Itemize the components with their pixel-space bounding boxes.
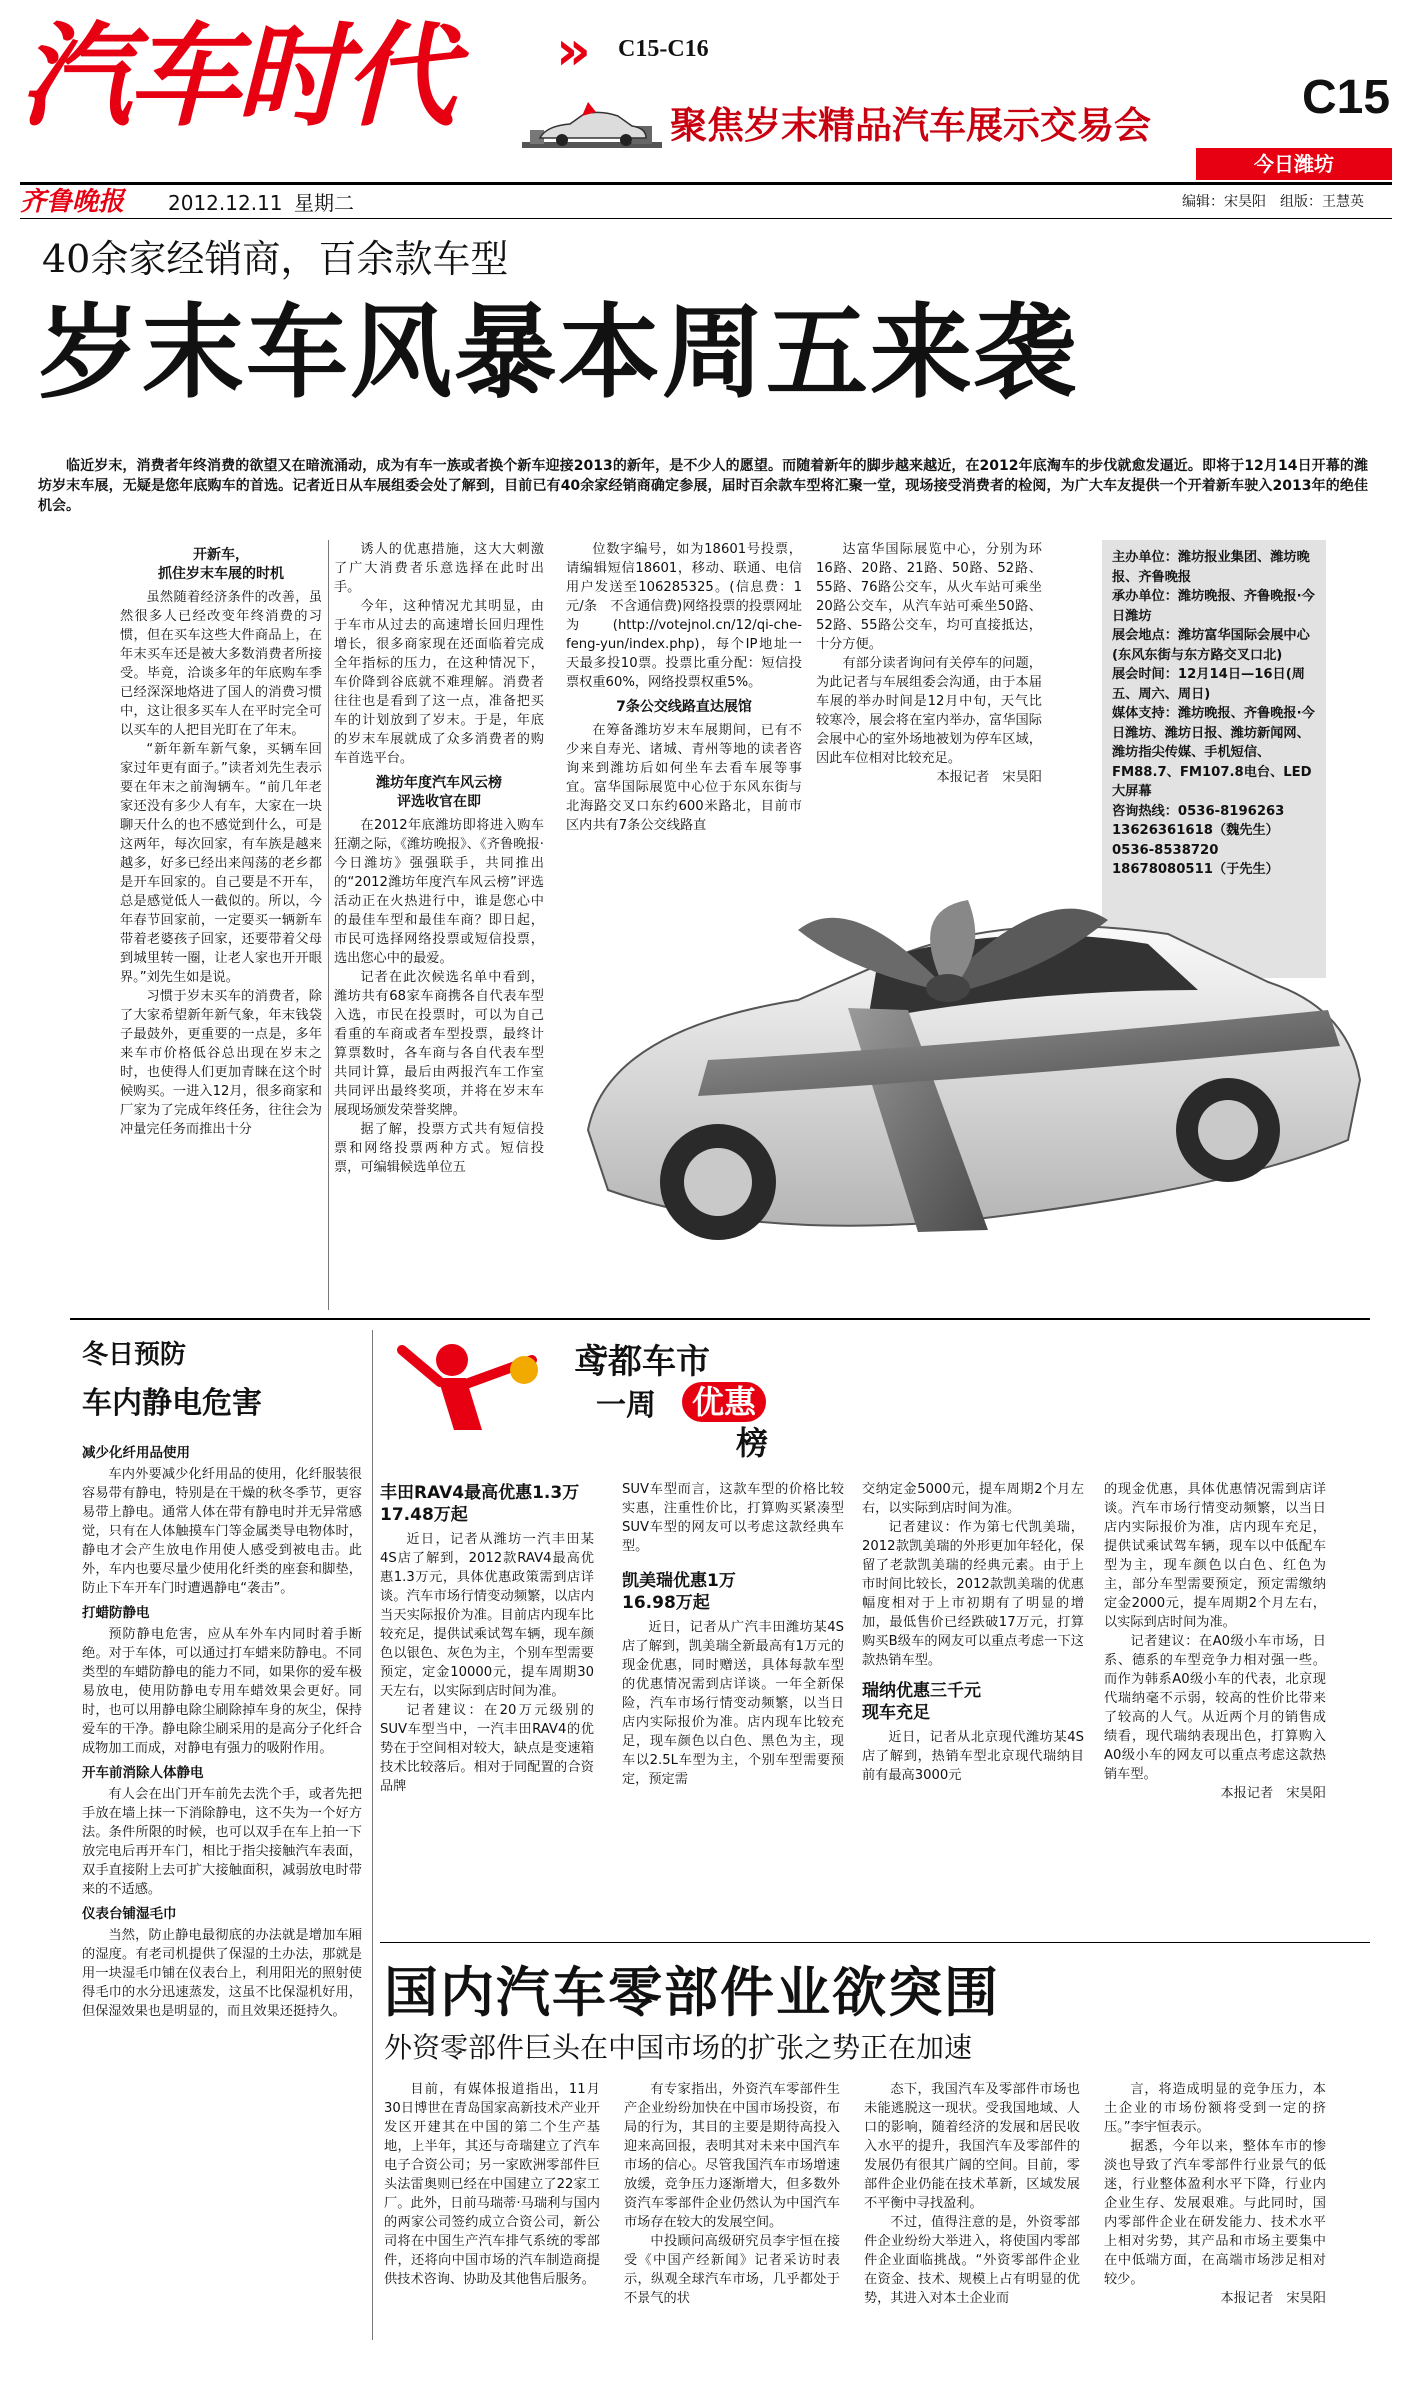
parts-headline: 国内汽车零部件业欲突围	[384, 1961, 1000, 2024]
col2-heading: 潍坊年度汽车风云榜 评选收官在即	[376, 775, 502, 810]
info-line: 0536-8538720 18678080511（于先生）	[1112, 842, 1279, 877]
info-line: 主办单位：潍坊报业集团、潍坊晚报、齐鲁晚报	[1112, 550, 1310, 585]
promo-figure-icon	[392, 1330, 562, 1440]
promo-para: 近日，记者从广汽丰田潍坊某4S店了解到，凯美瑞全新最高有1万元的现金优惠，同时赠送，具体每款车型的优惠情况需到店详谈。一年全新保险，汽车市场行情变动频繁，以当日店内实际报价为准。店内现车比较充足，现车颜色以白色、黑色为主，现车以2.5L车型为主，个别车型需要预定，预定需	[622, 1620, 844, 1787]
parts-para: 据悉，今年以来，整体车市的惨淡也导致了汽车零部件行业景气的低迷，行业整体盈利水平下降，行业内企业生存、发展艰难。与此同时，国内零部件企业在研发能力、技术水平上相对劣势，其产品和市场主要集中在中低端方面，在高端市场涉足相对较少。	[1104, 2139, 1326, 2287]
editors-credit: 编辑：宋昊阳 组版：王慧英	[1182, 194, 1364, 210]
col2-para: 在2012年底潍坊即将进入购车狂潮之际，《潍坊晚报》、《齐鲁晚报·今日潍坊》强强联手，共同推出的“2012潍坊年度汽车风云榜”评选活动正在火热进行中，谁是您心中的最佳车型和最佳车商？即日起，市民可选择网络投票或短信投票，选出您心中的最爱。	[334, 818, 544, 966]
promo-title: 凯美瑞优惠1万 16.98万起	[622, 1571, 736, 1613]
lead-column-2	[334, 540, 544, 1308]
static-body	[82, 1438, 362, 2338]
col1-para: 虽然随着经济条件的改善，虽然很多人已经改变年终消费的习惯，但在买车这些大件商品上，在年末买车还是被大多数消费者所接受。毕竟，洽谈多年的年底购车季已经深深地烙进了国人的消费习惯中，这让很多买车人在平时完全可以买车的人把目光盯在了年末。	[120, 590, 322, 738]
issue-weekday: 星期二	[294, 191, 354, 215]
parts-subhead: 外资零部件巨头在中国市场的扩张之势正在加速	[384, 2031, 973, 2064]
promo-logo-line3: 优惠	[682, 1382, 766, 1422]
info-line: 展会地点：潍坊富华国际会展中心(东风东街与东方路交叉口北)	[1112, 628, 1310, 663]
static-subhead: 开车前消除人体静电	[82, 1765, 204, 1781]
promo-column-3	[862, 1480, 1084, 1932]
lead-column-4	[816, 540, 1042, 870]
col4-para: 有部分读者询问有关停车的问题，为此记者与车展组委会沟通，由于本届车展的举办时间是12月中旬，天气比较寒冷，展会将在室内举办，富华国际会展中心的室外场地被划为停车区域，因此车位相对比较充足。	[816, 656, 1042, 766]
col1-heading: 开新车， 抓住岁末车展的时机	[158, 547, 284, 582]
promo-title: 瑞纳优惠三千元 现车充足	[862, 1681, 981, 1723]
banner-title: 聚焦岁末精品汽车展示交易会	[670, 104, 1151, 147]
promo-para: 近日，记者从北京现代潍坊某4S店了解到，热销车型北京现代瑞纳目前有最高3000元	[862, 1730, 1084, 1783]
parts-signature: 本报记者 宋昊阳	[1220, 2291, 1326, 2306]
info-line: 展会时间：12月14日—16日(周五、周六、周日)	[1112, 667, 1305, 702]
col2-para: 诱人的优惠措施，这大大刺激了广大消费者乐意选择在此时出手。	[334, 542, 544, 595]
parts-column-4	[1104, 2080, 1326, 2370]
parts-para: 目前，有媒体报道指出，11月30日博世在青岛国家高新技术产业开发区开建其在中国的第二个生产基地，上半年，其还与奇瑞建立了汽车电子合资公司；另一家欧洲零部件巨头法雷奥则已经在中国建立了22家工厂。此外，日前马瑞蒂·马瑞利与国内的两家公司签约成立合资公司，新公司将在中国生产汽车排气系统的零部件，还将向中国市场的汽车制造商提供技术咨询、协助及其他售后服务。	[384, 2082, 600, 2287]
dateline-rule	[20, 218, 1392, 219]
lead-headline: 岁末车风暴本周五来袭	[38, 294, 1078, 413]
car-banner-icon	[522, 96, 662, 160]
static-subhead: 打蜡防静电	[82, 1605, 150, 1621]
col2-para: 记者在此次候选名单中看到，潍坊共有68家车商携各自代表车型入选，市民在投票时，可以为自己看重的车商或者车型投票，最终计算票数时，各车商与各自代表车型共同计算，最后由两报汽车工作室共同评出最终奖项，并将在岁末车展现场颁发荣誉奖牌。	[334, 970, 544, 1118]
parts-para: 有专家指出，外资汽车零部件生产企业纷纷加快在中国市场投资，布局的行为，其目的主要是期待高投入迎来高回报，表明其对未来中国汽车市场的信心。尽管我国汽车市场增速放缓，竞争压力逐渐增大，但多数外资汽车零部件企业仍然认为中国汽车市场存在较大的发展空间。	[624, 2082, 840, 2230]
promo-logo-line1: 鸢都车市	[574, 1342, 710, 1382]
col4-para: 达富华国际展览中心，分别为环16路、20路、21路、50路、52路、55路、76路公交车，从火车站可乘坐20路公交车，从汽车站可乘坐50路、52路、55路公交车，均可直接抵达，十分方便。	[816, 542, 1042, 652]
static-para: 车内外要减少化纤用品的使用，化纤服装很容易带有静电，特别是在干燥的秋冬季节，更容易带上静电。通常人体在带有静电时并无异常感觉，只有在人体触摸车门等金属类导电物体时，静电才会产生放电作用使人感受到被电击。此外，车内也要尽量少使用化纤类的座套和脚垫，防止下车开车门时遭遇静电“袭击”。	[82, 1467, 362, 1596]
parts-para: 言，将造成明显的竞争压力，本土企业的市场份额将受到一定的挤压。”李宇恒表示。	[1104, 2082, 1326, 2135]
static-subhead: 减少化纤用品使用	[82, 1445, 190, 1461]
info-line: 媒体支持：潍坊晚报、齐鲁晚报·今日潍坊、潍坊日报、潍坊新闻网、潍坊指尖传媒、手机短信、FM88.7、FM107.8电台、LED大屏幕	[1112, 706, 1315, 799]
col4-signature: 本报记者 宋昊阳	[936, 770, 1042, 785]
lead-intro: 临近岁末，消费者年终消费的欲望又在暗流涌动，成为有车一族或者换个新车迎接2013的新年，是不少人的愿望。而随着新年的脚步越来越近，在2012年底淘车的步伐就愈发逼近。即将于12月14日开幕的潍坊岁末车展，无疑是您年底购车的首选。记者近日从车展组委会处了解到，目前已有40余家经销商确定参展，届时百余款车型将汇聚一堂，现场接受消费者的检阅，为广大车友提供一个开着新车驶入2013年的绝佳机会。	[38, 458, 1368, 514]
parts-para: 中投顾问高级研究员李宇恒在接受《中国产经新闻》记者采访时表示，纵观全球汽车市场，几乎都处于不景气的状	[624, 2234, 840, 2306]
promo-column-1	[380, 1480, 594, 1932]
region-tag: 今日潍坊	[1196, 148, 1392, 180]
static-title: 车内静电危害	[82, 1386, 262, 1421]
lead-kicker: 40余家经销商，百余款车型	[42, 237, 509, 281]
promo-para: 交纳定金5000元，提车周期2个月左右，以实际到店时间为准。	[862, 1482, 1084, 1516]
parts-column-2	[624, 2080, 840, 2370]
info-line: 咨询热线：0536-8196263 13626361618（魏先生）	[1112, 803, 1298, 838]
static-para: 预防静电危害，应从车外车内同时着手断绝。对于车体，可以通过打车蜡来防静电。不同类型的车蜡防静电的能力不同，如果你的爱车极易放电，使用防静电专用车蜡效果会更好。同时，也可以用静电除尘刷除掉车身的灰尘，保持爱车的干净。静电除尘刷采用的是高分子化纤合成物加工而成，对静电有强力的吸附作用。	[82, 1627, 362, 1756]
promo-signature: 本报记者 宋昊阳	[1220, 1786, 1326, 1801]
promo-para: 记者建议：作为第七代凯美瑞，2012款凯美瑞的外形更加年轻化，保留了老款凯美瑞的经典元素。由于上市时间比较长，2012款凯美瑞的优惠幅度相对于上市初期有了明显的增加，最低售价已经跌破17万元，打算购买B级车的网友可以重点考虑一下这款热销车型。	[862, 1520, 1084, 1668]
col3-heading: 7条公交线路直达展馆	[616, 699, 752, 715]
static-para: 有人会在出门开车前先去洗个手，或者先把手放在墙上抹一下消除静电，这不失为一个好方法。条件所限的时候，也可以双手在车上拍一下放完电后再开车门，相比于指尖接触汽车表面，双手直接附上去可扩大接触面积，减弱放电时带来的不适感。	[82, 1787, 362, 1897]
promo-column-2	[622, 1480, 844, 1932]
lead-column-1	[120, 540, 322, 1308]
parts-column-3	[864, 2080, 1080, 2370]
static-kicker: 冬日预防	[82, 1340, 187, 1370]
col2-para: 据了解，投票方式共有短信投票和网络投票两种方式。短信投票，可编辑候选单位五	[334, 1122, 544, 1175]
page-number: C15	[1302, 71, 1391, 124]
paper-logo: 齐鲁晚报	[20, 187, 125, 217]
promo-para: 近日，记者从潍坊一汽丰田某4S店了解到，2012款RAV4最高优惠1.3万元，具体优惠政策需到店详谈。汽车市场行情变动频繁，以店内当天实际报价为准。目前店内现车比较充足，提供试乘试驾车辆，现车颜色以银色、灰色为主，个别车型需要预定，定金10000元，提车周期30天左右，以实际到店时间为准。	[380, 1532, 594, 1699]
promo-title: 丰田RAV4最高优惠1.3万 17.48万起	[380, 1483, 580, 1525]
col1-para: “新年新车新气象，买辆车回家过年更有面子。”读者刘先生表示要在年末之前淘辆车。“前几年老家还没有多少人有车，大家在一块聊天什么的也不感觉到什么，可是这两年，每次回家，有车族是越来越多，好多已经出来闯荡的老乡都是开车回家的。自己要是不开车，总是感觉低人一截似的。所以，今年春节回家前，一定要买一辆新车带着老婆孩子回家，还要带着父母到城里转一圈，让老人家也开开眼界。”刘先生如是说。	[120, 742, 322, 985]
col2-para: 今年，这种情况尤其明显，由于车市从过去的高速增长回归理性增长，很多商家现在还面临着完成全年指标的压力，在这种情况下，车价降到谷底就不难理解。消费者往往也是看到了这一点，准备把买车的计划放到了岁末。于是，年底的岁末车展就成了众多消费者的购车首选平台。	[334, 599, 544, 766]
section-divider	[70, 1318, 1370, 1320]
parts-column-1	[384, 2080, 600, 2370]
promo-column-4	[1104, 1480, 1326, 1932]
issue-date: 2012.12.11	[168, 191, 283, 215]
parts-para: 态下，我国汽车及零部件市场也未能逃脱这一现状。受我国地域、人口的影响，随着经济的发展和居民收入水平的提升，我国汽车及零部件的发展仍有很其广阔的空间。目前，零部件企业仍能在技术革新，区域发展不平衡中寻找盈利。	[864, 2082, 1080, 2211]
static-subhead: 仪表台铺湿毛巾	[82, 1906, 177, 1922]
gift-car-illustration	[548, 860, 1378, 1300]
static-para: 当然，防止静电最彻底的办法就是增加车厢的湿度。有老司机提供了保湿的土办法，那就是用一块湿毛巾铺在仪表台上，利用阳光的照射使得毛巾的水分迅速蒸发，这虽不比保湿机好用，但保湿效果也是明显的，而且效果还挺持久。	[82, 1928, 362, 2019]
promo-para: 记者建议：在A0级小车市场，日系、德系的车型竞争力相对强一些。而作为韩系A0级小车的代表，北京现代瑞纳毫不示弱，较高的性价比带来了较高的人气。从近两个月的销售成绩看，现代瑞纳表现出色，打算购入A0级小车的网友可以重点考虑这款热销车型。	[1104, 1634, 1326, 1782]
col3-para: 位数字编号，如为18601号投票，请编辑短信18601，移动、联通、电信用户发送至106285325。(信息费：1元/条 不含通信费)网络投票的投票网址为(http://votejnol.cn/12/qi-che-feng-yun/index.php)，每个IP地址一天最多投10票。投票比重分配：短信投票权重60%，网络投票权重5%。	[566, 542, 802, 690]
promo-logo-line4: 榜	[736, 1424, 769, 1462]
parts-para: 不过，值得注意的是，外资零部件企业纷纷大举进入，将使国内零部件企业面临挑战。“外资零部件企业在资金、技术、规模上占有明显的优势，其进入对本土企业而	[864, 2215, 1080, 2306]
promo-para: 的现金优惠，具体优惠情况需到店详谈。汽车市场行情变动频繁，以当日店内实际报价为准，店内现车充足，提供试乘试驾车辆，现车以中低配车型为主，现车颜色以白色、红色为主，部分车型需要预定，预定需缴纳定金2000元，提车周期2个月左右，以实际到店时间为准。	[1104, 1482, 1326, 1630]
col1-para: 习惯于岁末买车的消费者，除了大家希望新年新气象，年末钱袋子最鼓外，更重要的一点是，多年来车市价格低谷总出现在岁末之时，也使得人们更加青睐在这个时候购买。一进入12月，很多商家和厂家为了完成年终任务，往往会为冲量完任务而推出十分	[120, 989, 322, 1137]
chevron-icon: »	[556, 19, 591, 82]
parts-divider	[380, 1942, 1370, 1943]
promo-para: 记者建议：在20万元级别的SUV车型当中，一汽丰田RAV4的优势在于空间相对较大，缺点是变速箱技术比较落后。相对于同配置的合资品牌	[380, 1703, 594, 1794]
section-title: 汽车时代	[20, 11, 452, 142]
masthead-rule	[20, 182, 1392, 185]
promo-logo-line2: 一周	[596, 1388, 656, 1423]
info-line: 承办单位：潍坊晚报、齐鲁晚报·今日潍坊	[1112, 589, 1315, 624]
col3-para: 在筹备潍坊岁末车展期间，已有不少来自寿光、诸城、青州等地的读者咨询来到潍坊后如何坐车去看车展等事宜。富华国际展览中心位于东风东街与北海路交叉口东约600米路北，目前市区内共有7条公交线路直	[566, 723, 802, 833]
promo-para: SUV车型而言，这款车型的价格比较实惠，注重性价比，打算购买紧凑型SUV车型的网友可以考虑这款经典车型。	[622, 1482, 844, 1554]
page-range: C15-C16	[618, 36, 709, 62]
